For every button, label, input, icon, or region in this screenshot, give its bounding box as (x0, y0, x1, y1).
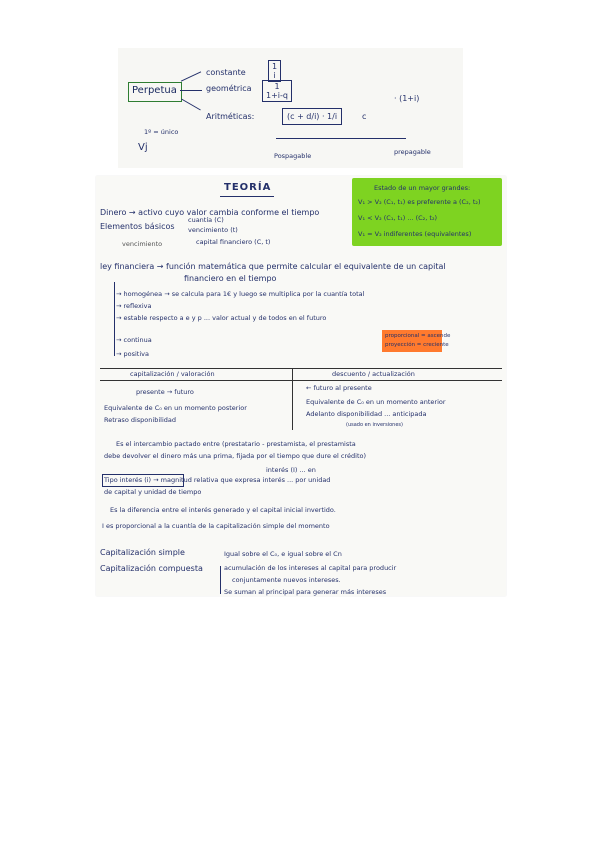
ley-financiera: ley financiera → función matemática que permite calcular el equivalente de un capital (100, 262, 446, 271)
formula-card (118, 48, 463, 168)
col-right-3: Adelanto disponibilidad ... anticipada (306, 410, 427, 418)
col-left-1: presente → futuro (136, 388, 194, 396)
col-right-4: (usado en inversiones) (346, 422, 403, 428)
ley-financiera-cont: financiero en el tiempo (184, 274, 277, 283)
orange-sticky-note (382, 330, 451, 352)
pospagable-label: Pospagable (274, 152, 312, 160)
bracket-line (276, 138, 406, 139)
col-left-header: capitalización / valoración (130, 370, 215, 378)
cap-compuesta-label: Capitalización compuesta (100, 564, 203, 573)
green-line-1: V₁ > V₂ (C₁, t₁) es preferente a (C₂, t₂) (358, 198, 481, 206)
constante-label: constante (206, 68, 246, 77)
perpetua-label: Perpetua (132, 85, 177, 96)
orange-line-2: proyección = creciente (385, 342, 449, 348)
paragraph-line: interés (I) ... en (266, 466, 316, 474)
aritmetica-formula: (c + d/i) · 1/i (282, 108, 342, 125)
table-divider (292, 368, 293, 430)
list-item: → estable respecto a e y p ... valor actual y de todos en el futuro (116, 314, 327, 322)
green-sticky-note (352, 178, 502, 246)
branch-line (181, 99, 201, 111)
paragraph-line: Es el intercambio pactado entre (prestatario - prestamista, el prestamista (116, 440, 356, 448)
cap-simple-desc: Igual sobre el C₀, e igual sobre el Cn (224, 550, 342, 558)
right-formula: · (1+i) (394, 94, 420, 103)
branch-line (181, 71, 201, 81)
list-item: → reflexiva (116, 302, 152, 310)
table-header-border (100, 380, 502, 381)
small-note: 1º = único (144, 128, 179, 136)
paragraph-line: Es la diferencia entre el interés generado y el capital inicial invertido. (110, 506, 336, 514)
cap-comp-line: Se suman al principal para generar más intereses (224, 588, 387, 596)
paragraph-line: debe devolver el dinero más una prima, fijada por el tiempo que dure el crédito) (104, 452, 366, 460)
vencimiento-note: vencimiento (122, 240, 163, 248)
col-right-header: descuento / actualización (332, 370, 415, 378)
constante-formula (268, 60, 281, 82)
elementos-label: Elementos básicos (100, 222, 175, 231)
cap-comp-line: conjuntamente nuevos intereses. (232, 576, 341, 584)
col-right-2: Equivalente de C₀ en un momento anterior (306, 398, 446, 406)
list-item: → continua (116, 336, 152, 344)
table-top-border (100, 368, 502, 369)
paragraph-line: I es proporcional a la cuantía de la capitalización simple del momento (102, 522, 330, 530)
list-item: → positiva (116, 350, 149, 358)
const-num: 1 (272, 62, 278, 71)
cap-simple-label: Capitalización simple (100, 548, 185, 557)
list-bracket (114, 282, 115, 356)
paragraph-line: de capital y unidad de tiempo (104, 488, 202, 496)
vencimiento-label: vencimiento (t) (188, 226, 238, 234)
page-title: TEORÍA (224, 182, 272, 193)
green-title: Estado de un mayor grandes: (374, 184, 471, 192)
geo-den: 1+i-q (266, 91, 288, 100)
cap-comp-line: acumulación de los intereses al capital para producir (224, 564, 397, 572)
vj-label: Vj (138, 142, 148, 153)
cap-comp-bracket (220, 566, 221, 594)
geometrica-label: geométrica (206, 84, 252, 93)
capital-financiero-label: capital financiero (C, t) (196, 238, 271, 246)
green-line-3: V₁ = V₂ indiferentes (equivalentes) (358, 230, 472, 238)
const-den: i (273, 71, 276, 80)
theory-card (96, 176, 506, 596)
c-label: c (362, 112, 367, 121)
definition-line: Dinero → activo cuyo valor cambia conforme el tiempo (100, 208, 320, 217)
prepagable-label: prepagable (394, 148, 431, 156)
paragraph-line: Tipo interés (i) → magnitud relativa que expresa interés ... por unidad (104, 476, 331, 484)
branch-line (180, 90, 202, 91)
cuantia-label: cuantía (C) (188, 216, 224, 224)
col-left-2: Equivalente de C₀ en un momento posterior (104, 404, 247, 412)
orange-line-1: proporcional = ascende (385, 333, 451, 339)
col-left-3: Retraso disponibilidad (104, 416, 176, 424)
geo-num: 1 (274, 82, 280, 91)
green-line-2: V₁ < V₂ (C₁, t₁) ... (C₂, t₂) (358, 214, 438, 222)
aritmetica-label: Aritméticas: (206, 112, 255, 121)
title-underline (220, 196, 274, 197)
geometrica-formula (262, 80, 292, 102)
list-item: → homogénea → se calcula para 1€ y luego se multiplica por la cuantía total (116, 290, 365, 298)
col-right-1: ← futuro al presente (306, 384, 372, 392)
